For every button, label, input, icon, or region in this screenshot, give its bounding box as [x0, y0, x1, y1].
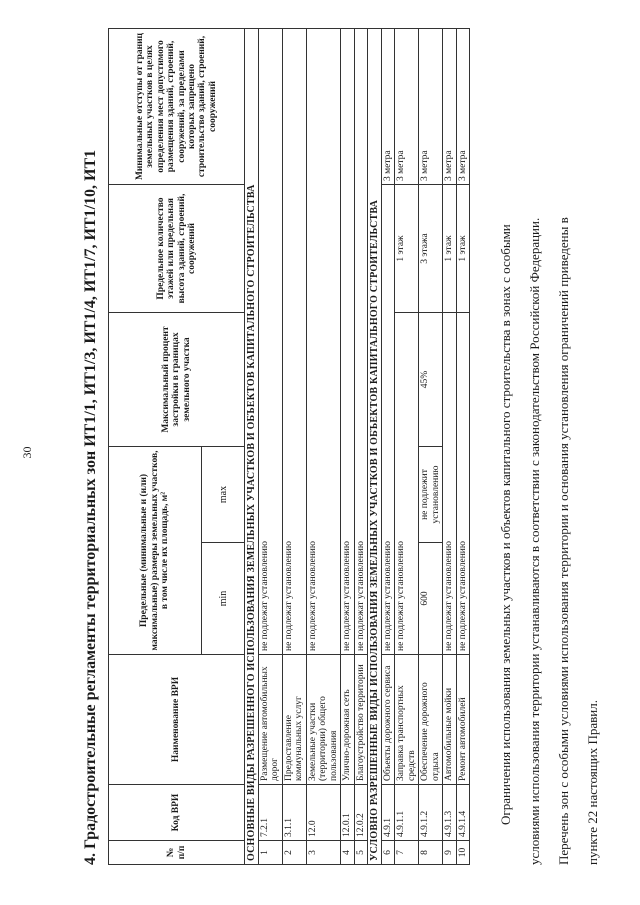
row-setback: 3 метра: [419, 29, 443, 185]
row-code: 12.0.2: [354, 785, 367, 841]
row-value: не подлежат установлению: [259, 29, 283, 655]
header-max: max: [202, 447, 245, 543]
row-code: 12.0: [306, 785, 340, 841]
table-row: [354, 29, 367, 865]
row-setback: 3 метра: [456, 29, 469, 185]
regulations-table: [108, 28, 470, 865]
row-number: 5: [354, 841, 367, 865]
row-name: Ремонт автомобилей: [456, 655, 469, 785]
paragraph-4: пункте 22 настоящих Правил.: [585, 700, 600, 865]
row-value: не подлежат установлению: [443, 313, 456, 655]
row-code: 7.2.1: [259, 785, 283, 841]
paragraph-1: Ограничения использования земельных участков и объектов капитального строительства в зонах с особыми: [498, 224, 513, 825]
header-size: Предельные (минимальные и (или) максимальные) размеры земельных участков, в том числе их площадь, м²: [109, 447, 202, 655]
row-value: не подлежат установлению: [381, 185, 394, 655]
table-row: [282, 29, 306, 865]
row-setback: 3 метра: [381, 29, 394, 185]
row-code: 4.9.1.2: [419, 785, 443, 841]
row-code: 4.9.1.4: [456, 785, 469, 841]
row-name: Размещение автомобильных дорог: [259, 655, 283, 785]
row-name: Обеспечение дорожного отдыха: [419, 655, 443, 785]
row-name: Земельные участки (территории) общего пользования: [306, 655, 340, 785]
header-setback: Минимальные отступы от границ земельных участков в целях определения мест допустимого размещения зданий, строений, сооружений, за пределами которых запрещено строительство зданий, строений, сооружений: [109, 29, 245, 185]
table-row: [456, 29, 469, 865]
row-number: 6: [381, 841, 394, 865]
row-number: 10: [456, 841, 469, 865]
page-number: 30: [20, 446, 34, 459]
table-row: [341, 29, 354, 865]
header-min: min: [202, 543, 245, 655]
row-code: 4.9.1.1: [395, 785, 419, 841]
row-code: 3.1.1: [282, 785, 306, 841]
row-percent: 45%: [419, 313, 443, 447]
header-percent: Максимальный процент застройки в границах земельного участка: [109, 313, 245, 447]
section-main: ОСНОВНЫЕ ВИДЫ РАЗРЕШЕННОГО ИСПОЛЬЗОВАНИЯ ЗЕМЕЛЬНЫХ УЧАСТКОВ И ОБЪЕКТОВ КАПИТАЛЬНОГО СТРОИТЕЛЬСТВА: [245, 29, 259, 865]
page-title: 4. Градостроительные регламенты территориальных зон ИТ1/1, ИТ1/3, ИТ1/4, ИТ1/7, ИТ1/10, ИТ1: [82, 149, 99, 865]
header-name: Наименование ВРИ: [109, 655, 245, 785]
row-floors: 1 этаж: [395, 185, 419, 313]
row-value: не подлежат установлению: [282, 29, 306, 655]
paragraph-3: Перечень зон с особыми условиями использования территории и основания установления ограничений приведены в: [556, 217, 571, 865]
table-row: [419, 29, 443, 865]
row-value: не подлежат установлению: [395, 313, 419, 655]
row-number: 1: [259, 841, 283, 865]
paragraph-2: условиями использования территории устанавливаются в соответствии с законодательством Российской Федерации.: [527, 217, 542, 865]
row-name: Заправка транспортных средств: [395, 655, 419, 785]
section-conditional: УСЛОВНО РАЗРЕШЕННЫЕ ВИДЫ ИСПОЛЬЗОВАНИЯ ЗЕМЕЛЬНЫХ УЧАСТКОВ И ОБЪЕКТОВ КАПИТАЛЬНОГО СТРОИТЕЛЬСТВА: [367, 29, 381, 865]
row-max: не подлежит установлению: [419, 447, 443, 543]
table-row: [306, 29, 340, 865]
row-setback: 3 метра: [443, 29, 456, 185]
row-code: 12.0.1: [341, 785, 354, 841]
table-row: [443, 29, 456, 865]
row-number: 2: [282, 841, 306, 865]
row-number: 4: [341, 841, 354, 865]
row-value: не подлежат установлению: [354, 29, 367, 655]
row-setback: 3 метра: [395, 29, 419, 185]
row-number: 9: [443, 841, 456, 865]
row-code: 4.9.1.3: [443, 785, 456, 841]
row-name: Автомобильные мойки: [443, 655, 456, 785]
row-number: 8: [419, 841, 443, 865]
table-row: [381, 29, 394, 865]
row-number: 7: [395, 841, 419, 865]
row-code: 4.9.1: [381, 785, 394, 841]
row-number: 3: [306, 841, 340, 865]
header-floors: Предельное количество этажей или предельная высота зданий, строений, сооружений: [109, 185, 245, 313]
table-row: [395, 29, 419, 865]
row-floors: 1 этаж: [456, 185, 469, 313]
row-name: Благоустройство территории: [354, 655, 367, 785]
header-code: Код ВРИ: [109, 785, 245, 841]
row-name: Улично-дорожная сеть: [341, 655, 354, 785]
row-name: Объекты дорожного сервиса: [381, 655, 394, 785]
row-value: не подлежат установлению: [456, 313, 469, 655]
row-name: Предоставление коммунальных услуг: [282, 655, 306, 785]
row-value: не подлежат установлению: [341, 29, 354, 655]
table-row: [259, 29, 283, 865]
header-num: № п/п: [109, 841, 245, 865]
row-floors: 1 этаж: [443, 185, 456, 313]
row-value: не подлежат установлению: [306, 29, 340, 655]
row-floors: 3 этажа: [419, 185, 443, 313]
row-min: 600: [419, 543, 443, 655]
